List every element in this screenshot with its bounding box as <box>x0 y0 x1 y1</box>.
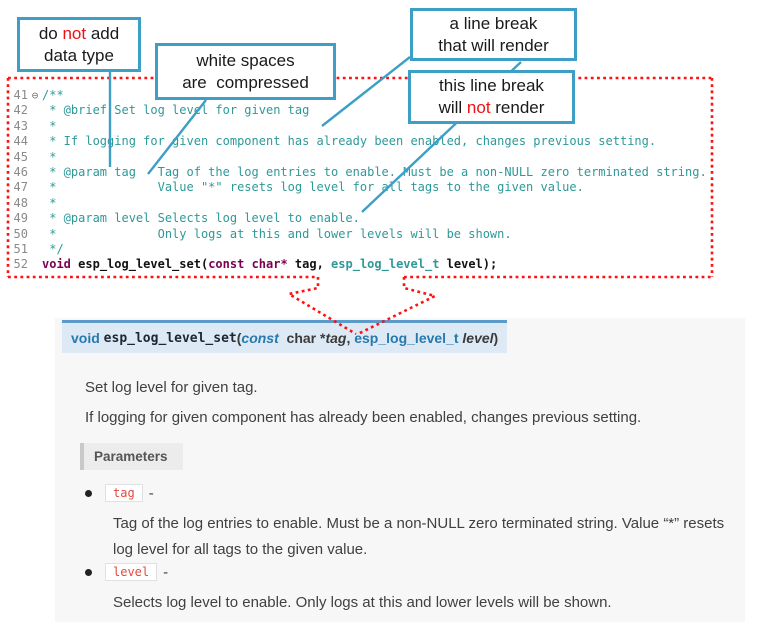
fold-gutter <box>28 119 42 134</box>
code-line <box>8 88 707 103</box>
function-signature <box>62 320 507 353</box>
code-line <box>8 165 707 180</box>
signature-token: char * <box>278 330 326 346</box>
callout-text-line: are compressed <box>182 72 309 92</box>
code-text: */ <box>42 241 64 256</box>
code-text: * <box>42 118 57 133</box>
code-line <box>8 242 707 257</box>
code-editor-snippet <box>8 88 707 273</box>
callout-line-break-not-render <box>408 70 575 124</box>
code-text: * <box>42 149 57 164</box>
fold-gutter <box>28 242 42 257</box>
fold-gutter <box>28 196 42 211</box>
line-number: 51 <box>13 241 28 256</box>
line-number: 46 <box>13 164 28 179</box>
rendered-doc-panel <box>55 318 745 622</box>
code-line <box>8 227 707 242</box>
callout-text-line: data type <box>44 45 114 65</box>
parameter-item <box>85 484 725 563</box>
doc-description-text: If logging for given component has already been enabled, changes previous setting. <box>85 409 642 426</box>
fold-gutter <box>28 227 42 242</box>
signature-token: void <box>71 330 104 346</box>
line-number: 47 <box>13 180 28 195</box>
line-number: 52 <box>13 257 28 272</box>
signature-token: tag <box>325 330 347 346</box>
fold-gutter <box>28 103 42 118</box>
parameter-name-chip: level <box>105 563 157 581</box>
signature-token: esp_log_level_t <box>354 330 459 346</box>
code-text: void esp_log_level_set(const char* tag, esp_log_level_t level); <box>42 257 498 272</box>
code-text: * If logging for given component has already been enabled, changes previous setting. <box>42 134 657 149</box>
fold-gutter <box>28 180 42 195</box>
code-line <box>8 196 707 211</box>
line-number: 42 <box>13 103 28 118</box>
code-text: * Only logs at this and lower levels will be shown. <box>42 226 512 241</box>
code-line <box>8 150 707 165</box>
fold-gutter <box>28 165 42 180</box>
code-text: /** <box>42 88 64 102</box>
signature-token: ) <box>493 330 499 346</box>
code-line <box>8 257 707 272</box>
code-text: * @param level Selects log level to enable. <box>42 211 360 226</box>
signature-token: , <box>346 330 355 346</box>
code-line <box>8 211 707 226</box>
signature-token: esp_log_level_set <box>103 330 237 346</box>
callout-text-line: this line break <box>439 76 544 95</box>
code-line <box>8 119 707 134</box>
code-text: * @param tag Tag of the log entries to enable. Must be a non-NULL zero terminated string. <box>42 164 707 179</box>
code-line <box>8 134 707 149</box>
doc-brief-text: Set log level for given tag. <box>85 379 258 396</box>
parameters-heading: Parameters <box>80 443 183 470</box>
parameter-description: Selects log level to enable. Only logs at this and lower levels will be shown. <box>113 594 612 611</box>
callout-text-line: do not add <box>38 23 120 43</box>
fold-gutter <box>28 257 42 272</box>
code-text: * <box>42 195 57 210</box>
callout-text-line: will not render <box>438 98 545 117</box>
signature-token: level <box>462 330 494 346</box>
callout-text-line: white spaces <box>196 50 295 70</box>
line-number: 41 <box>13 88 28 102</box>
line-number: 43 <box>13 118 28 133</box>
code-line <box>8 103 707 118</box>
fold-collapse-icon[interactable]: ⊖ <box>31 89 39 102</box>
callout-text-line: a line break <box>449 13 538 33</box>
signature-token: const <box>241 330 279 346</box>
fold-gutter <box>28 150 42 165</box>
signature-token: ( <box>236 330 242 346</box>
callout-line-break-that-renders <box>410 8 577 61</box>
line-number: 44 <box>13 134 28 149</box>
fold-gutter <box>28 211 42 226</box>
parameter-dash: - <box>163 563 169 581</box>
code-text: * Value "*" resets log level for all tags to the given value. <box>42 180 584 195</box>
code-line <box>8 180 707 195</box>
parameter-name-chip: tag <box>105 484 143 502</box>
callout-do-not-add-data-type <box>17 17 141 72</box>
fold-gutter <box>28 134 42 149</box>
line-number: 49 <box>13 211 28 226</box>
bullet-icon <box>85 569 92 576</box>
parameter-description: Tag of the log entries to enable. Must be a non-NULL zero terminated string. Value “*” resets log level for all tags to the given value. <box>113 515 725 558</box>
callout-white-spaces-compressed <box>155 43 336 100</box>
line-number: 45 <box>13 149 28 164</box>
callout-text-line: that will render <box>438 35 549 55</box>
code-text: * @brief Set log level for given tag <box>42 103 310 118</box>
parameter-item <box>85 563 725 616</box>
bullet-icon <box>85 490 92 497</box>
line-number: 48 <box>13 195 28 210</box>
line-number: 50 <box>13 226 28 241</box>
parameter-dash: - <box>148 484 154 502</box>
